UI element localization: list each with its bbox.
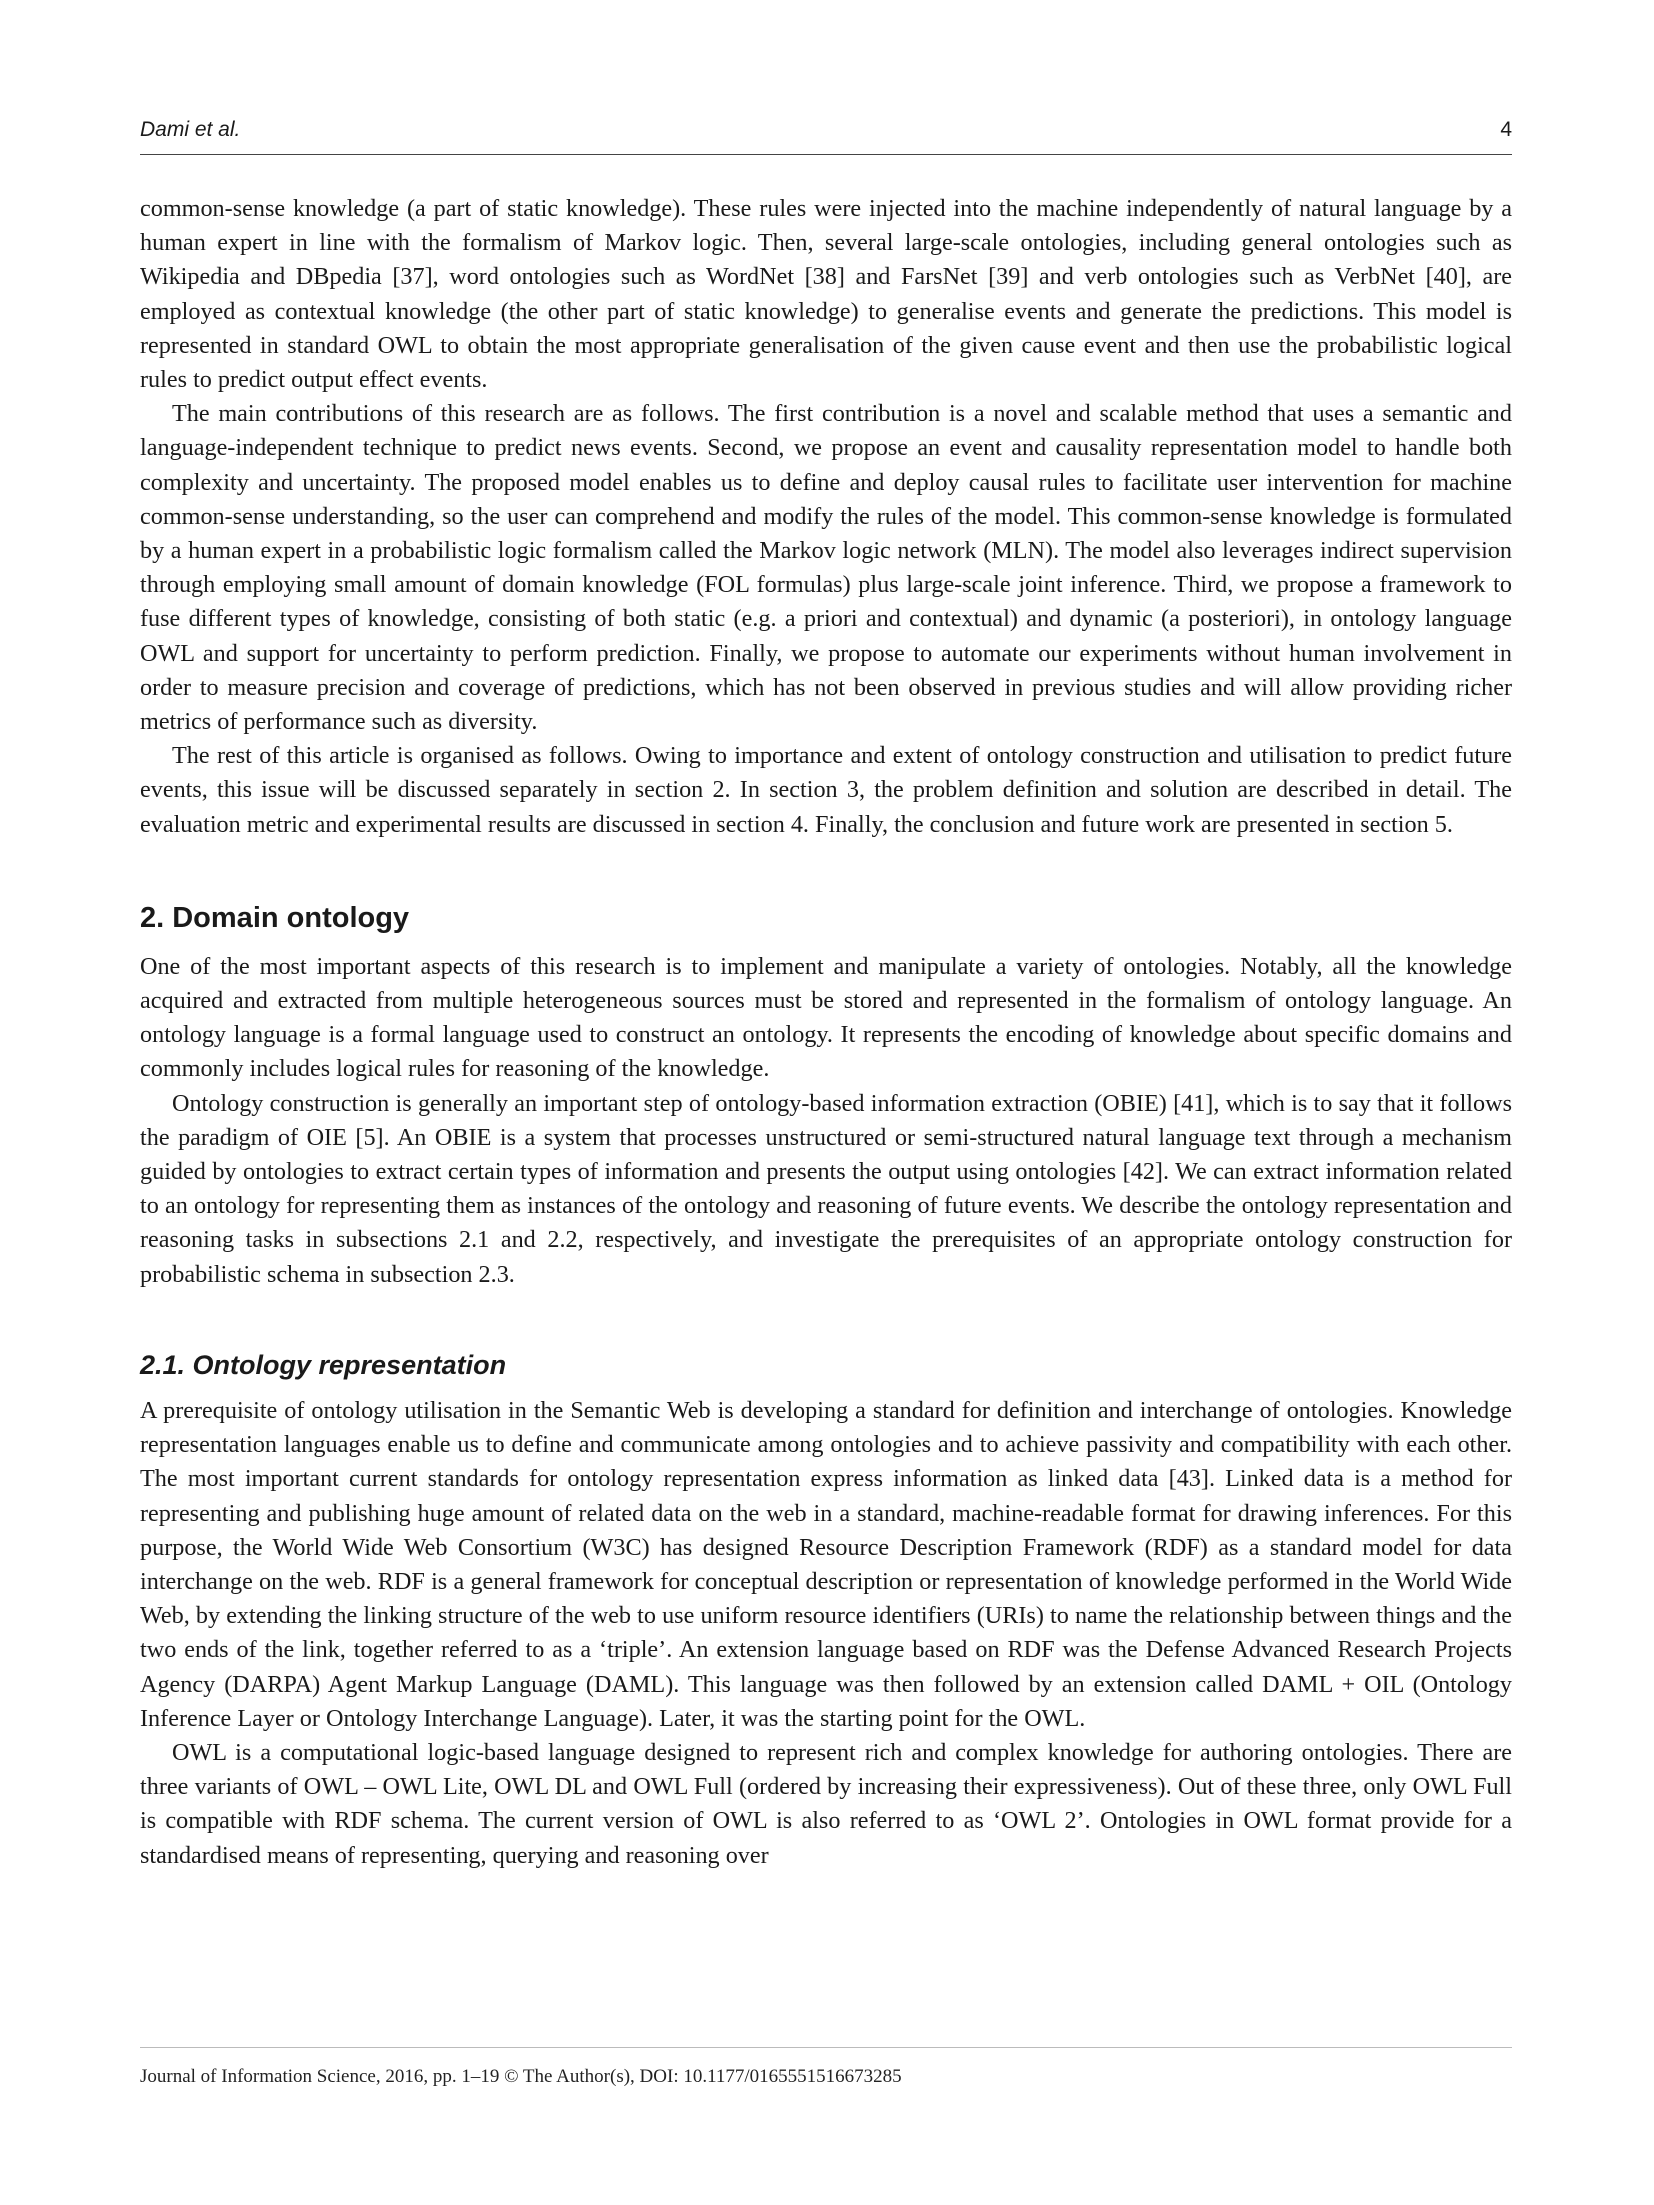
header-authors: Dami et al. [140,118,241,141]
page-footer [140,2047,1512,2088]
section-2-1-heading: 2.1. Ontology representation [140,1349,507,1380]
intro-paragraph-2: The main contributions of this research are as follows. The first contribution is a novel and scalable method that uses a semantic and language-independent technique to predict news events. Second, we propose an event and causality representation model to handle both complexity and uncertainty. The proposed model enables us to define and deploy causal rules to facilitate user intervention for machine common-sense understanding, so the user can comprehend and modify the rules of the model. This common-sense knowledge is formulated by a human expert in a probabilistic logic formalism called the Markov logic network (MLN). The model also leverages indirect supervision through employing small amount of domain knowledge (FOL formulas) plus large-scale joint inference. Third, we propose a framework to fuse different types of knowledge, consisting of both static (e.g. a priori and contextual) and dynamic (a posteriori), in ontology language OWL and support for uncertainty to perform prediction. Finally, we propose to automate our experiments without human involvement in order to measure precision and coverage of predictions, which has not been observed in previous studies and will allow providing richer metrics of performance such as diversity. [140,400,1512,736]
running-header [140,114,1512,155]
section-2-paragraph-2: Ontology construction is generally an important step of ontology-based information extraction (OBIE) [41], which is to say that it follows the paradigm of OIE [5]. An OBIE is a system that processes unstructured or semi-structured natural language text through a mechanism guided by ontologies to extract certain types of information and presents the output using ontologies [42]. We can extract information related to an ontology for representing them as instances of the ontology and reasoning of future events. We describe the ontology representation and reasoning tasks in subsections 2.1 and 2.2, respectively, and investigate the prerequisites of an appropriate ontology construction for probabilistic schema in subsection 2.3. [140,1089,1512,1288]
article-body [140,192,1512,1873]
section-2-heading: 2. Domain ontology [140,901,410,934]
footer-citation: Journal of Information Science, 2016, pp. 1–19 © The Author(s), DOI: 10.1177/0165551516673285 [140,2066,902,2087]
section-2-paragraph-1: One of the most important aspects of this research is to implement and manipulate a variety of ontologies. Notably, all the knowledge acquired and extracted from multiple heterogeneous sources must be stored and represented in the formalism of ontology language. An ontology language is a formal language used to construct an ontology. It represents the encoding of knowledge about specific domains and commonly includes logical rules for reasoning of the knowledge. [140,952,1512,1083]
intro-paragraph-3: The rest of this article is organised as follows. Owing to importance and extent of ontology construction and utilisation to predict future events, this issue will be discussed separately in section 2. In section 3, the problem definition and solution are described in detail. The evaluation metric and experimental results are discussed in section 4. Finally, the conclusion and future work are presented in section 5. [140,742,1512,838]
page-number: 4 [1500,118,1512,141]
intro-paragraph-1: common-sense knowledge (a part of static knowledge). These rules were injected into the machine independently of natural language by a human expert in line with the formalism of Markov logic. Then, several large-scale ontologies, including general ontologies such as Wikipedia and DBpedia [37], word ontologies such as WordNet [38] and FarsNet [39] and verb ontologies such as VerbNet [40], are employed as contextual knowledge (the other part of static knowledge) to generalise events and generate the predictions. This model is represented in standard OWL to obtain the most appropriate generalisation of the given cause event and then use the probabilistic logical rules to predict output effect events. [140,195,1512,394]
section-2-1-paragraph-1: A prerequisite of ontology utilisation in the Semantic Web is developing a standard for definition and interchange of ontologies. Knowledge representation languages enable us to define and communicate among ontologies and to achieve passivity and compatibility with each other. The most important current standards for ontology representation express information as linked data [43]. Linked data is a method for representing and publishing huge amount of related data on the web in a standard, machine-readable format for drawing inferences. For this purpose, the World Wide Web Consortium (W3C) has designed Resource Description Framework (RDF) as a standard model for data interchange on the web. RDF is a general framework for conceptual description or representation of knowledge performed in the World Wide Web, by extending the linking structure of the web to use uniform resource identifiers (URIs) to name the relationship between things and the two ends of the link, together referred to as a ‘triple’. An extension language based on RDF was the Defense Advanced Research Projects Agency (DARPA) Agent Markup Language (DAML). This language was then followed by an extension called DAML + OIL (Ontology Inference Layer or Ontology Interchange Language). Later, it was the starting point for the OWL. [140,1396,1512,1732]
section-2-1-paragraph-2: OWL is a computational logic-based language designed to represent rich and complex knowledge for authoring ontologies. There are three variants of OWL – OWL Lite, OWL DL and OWL Full (ordered by increasing their expressiveness). Out of these three, only OWL Full is compatible with RDF schema. The current version of OWL is also referred to as ‘OWL 2’. Ontologies in OWL format provide for a standardised means of representing, querying and reasoning over [140,1738,1512,1869]
